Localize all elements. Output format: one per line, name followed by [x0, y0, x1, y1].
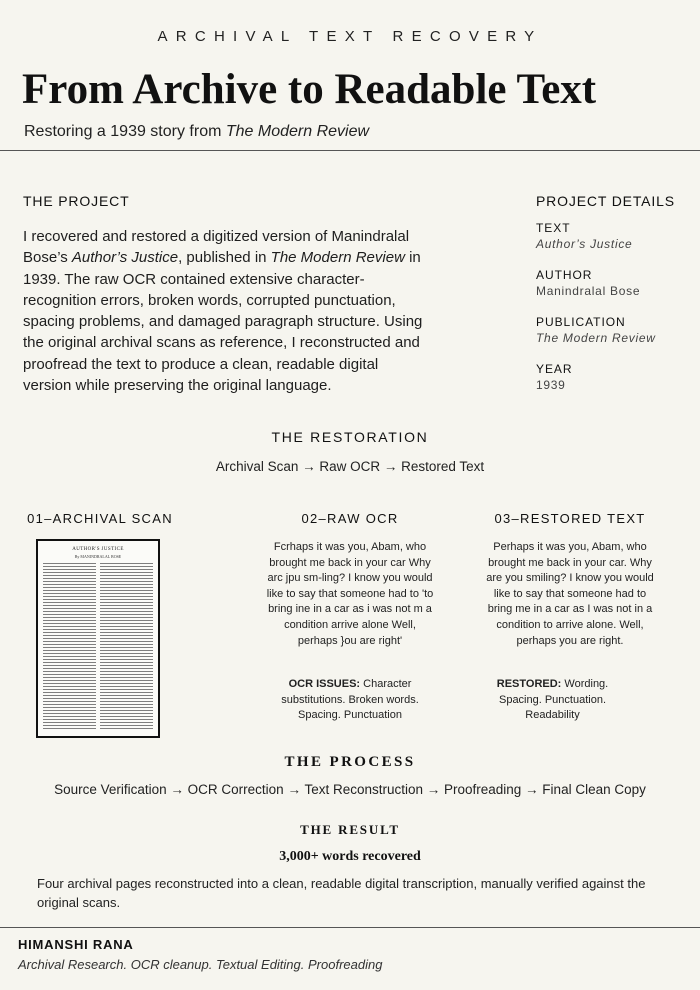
scan-title: AUTHOR'S JUSTICE	[72, 547, 124, 552]
detail-value: The Modern Review	[536, 331, 656, 345]
page-kicker: ARCHIVAL TEXT RECOVERY	[157, 28, 543, 45]
header-divider	[0, 150, 700, 151]
detail-label: TEXT	[536, 221, 571, 235]
footer-divider	[0, 927, 700, 928]
page-subtitle	[24, 123, 369, 141]
subtitle-prefix: Restoring a 1939 story from	[24, 123, 226, 140]
project-publication: The Modern Review	[270, 249, 405, 267]
restored-label: RESTORED:	[496, 678, 562, 690]
project-description	[23, 226, 428, 396]
scan-text-columns	[43, 563, 153, 730]
project-work-title: Author’s Justice	[71, 249, 179, 267]
restored-text-snippet: Perhaps it was you, Abam, who brought me back in your car. Why are you smiling? I know you would like to say that someone had to bring me in a car as I was not in a condition to arrive alone. Well, perhaps you are right.	[486, 541, 654, 647]
scan-column-right	[100, 563, 153, 730]
column-heading-restored: 03–RESTORED TEXT	[494, 511, 646, 526]
project-body-part-1: I recovered and restored a digitized version of Manindralal Bose’s	[23, 228, 410, 267]
archival-scan-image	[36, 539, 160, 738]
detail-label: PUBLICATION	[536, 315, 626, 329]
ocr-issues-label: OCR ISSUES:	[288, 678, 361, 690]
scan-column-left	[43, 563, 96, 730]
subtitle-publication: The Modern Review	[225, 123, 370, 140]
process-heading: THE PROCESS	[284, 754, 416, 770]
project-details-list	[536, 221, 686, 409]
footer-tagline: Archival Research. OCR cleanup. Textual Editing. Proofreading	[18, 957, 383, 972]
project-body-part-3: in 1939. The raw OCR contained extensive character-recognition errors, broken words, corrupted punctuation, spacing problems, and damaged paragraph structure. Using the original archival scans as reference, I reconstructed and proofread the text to produce a clean, readable digital version while preserving the original language.	[23, 249, 423, 395]
detail-label: YEAR	[536, 362, 573, 376]
restored-text: Wording. Spacing. Punctuation. Readability	[498, 678, 609, 722]
column-heading-scan: 01–ARCHIVAL SCAN	[27, 511, 173, 526]
footer-name: HIMANSHI RANA	[18, 937, 134, 952]
detail-value: 1939	[536, 378, 566, 392]
restoration-heading: THE RESTORATION	[271, 429, 429, 445]
restored-note	[480, 677, 625, 724]
detail-label: AUTHOR	[536, 268, 593, 282]
ocr-issues-text: Character substitutions. Broken words. Spacing. Punctuation	[281, 678, 419, 722]
detail-year	[536, 362, 686, 393]
result-heading: THE RESULT	[300, 822, 400, 837]
result-stat: 3,000+ words recovered	[279, 849, 421, 864]
column-heading-ocr: 02–RAW OCR	[301, 511, 399, 526]
detail-value: Author’s Justice	[536, 237, 633, 251]
scan-author: By MANINDRALAL BOSE	[74, 554, 122, 559]
project-heading: THE PROJECT	[23, 193, 130, 209]
process-flow: Source Verification → OCR Correction → Text Reconstruction → Proofreading → Final Clean Copy	[54, 782, 646, 797]
details-heading: PROJECT DETAILS	[536, 193, 675, 209]
raw-ocr-snippet: Fcrhaps it was you, Abam, who brought me back in your car Why arc jpu sm-ling? I know you would like to say that someone had to 'to bring ine in a car as i was not m a condition arrive alone Well, perhaps }ou are right'	[266, 541, 434, 647]
ocr-issues-note	[265, 677, 435, 724]
project-body-part-2: , published in	[178, 249, 271, 267]
detail-text	[536, 221, 686, 252]
restoration-flow: Archival Scan → Raw OCR → Restored Text	[215, 459, 485, 474]
result-description: Four archival pages reconstructed into a clean, readable digital transcription, manually verified against the original scans.	[37, 876, 646, 910]
detail-publication	[536, 315, 686, 346]
detail-author	[536, 268, 686, 299]
page-title: From Archive to Readable Text	[22, 66, 597, 113]
detail-value: Manindralal Bose	[536, 284, 641, 298]
